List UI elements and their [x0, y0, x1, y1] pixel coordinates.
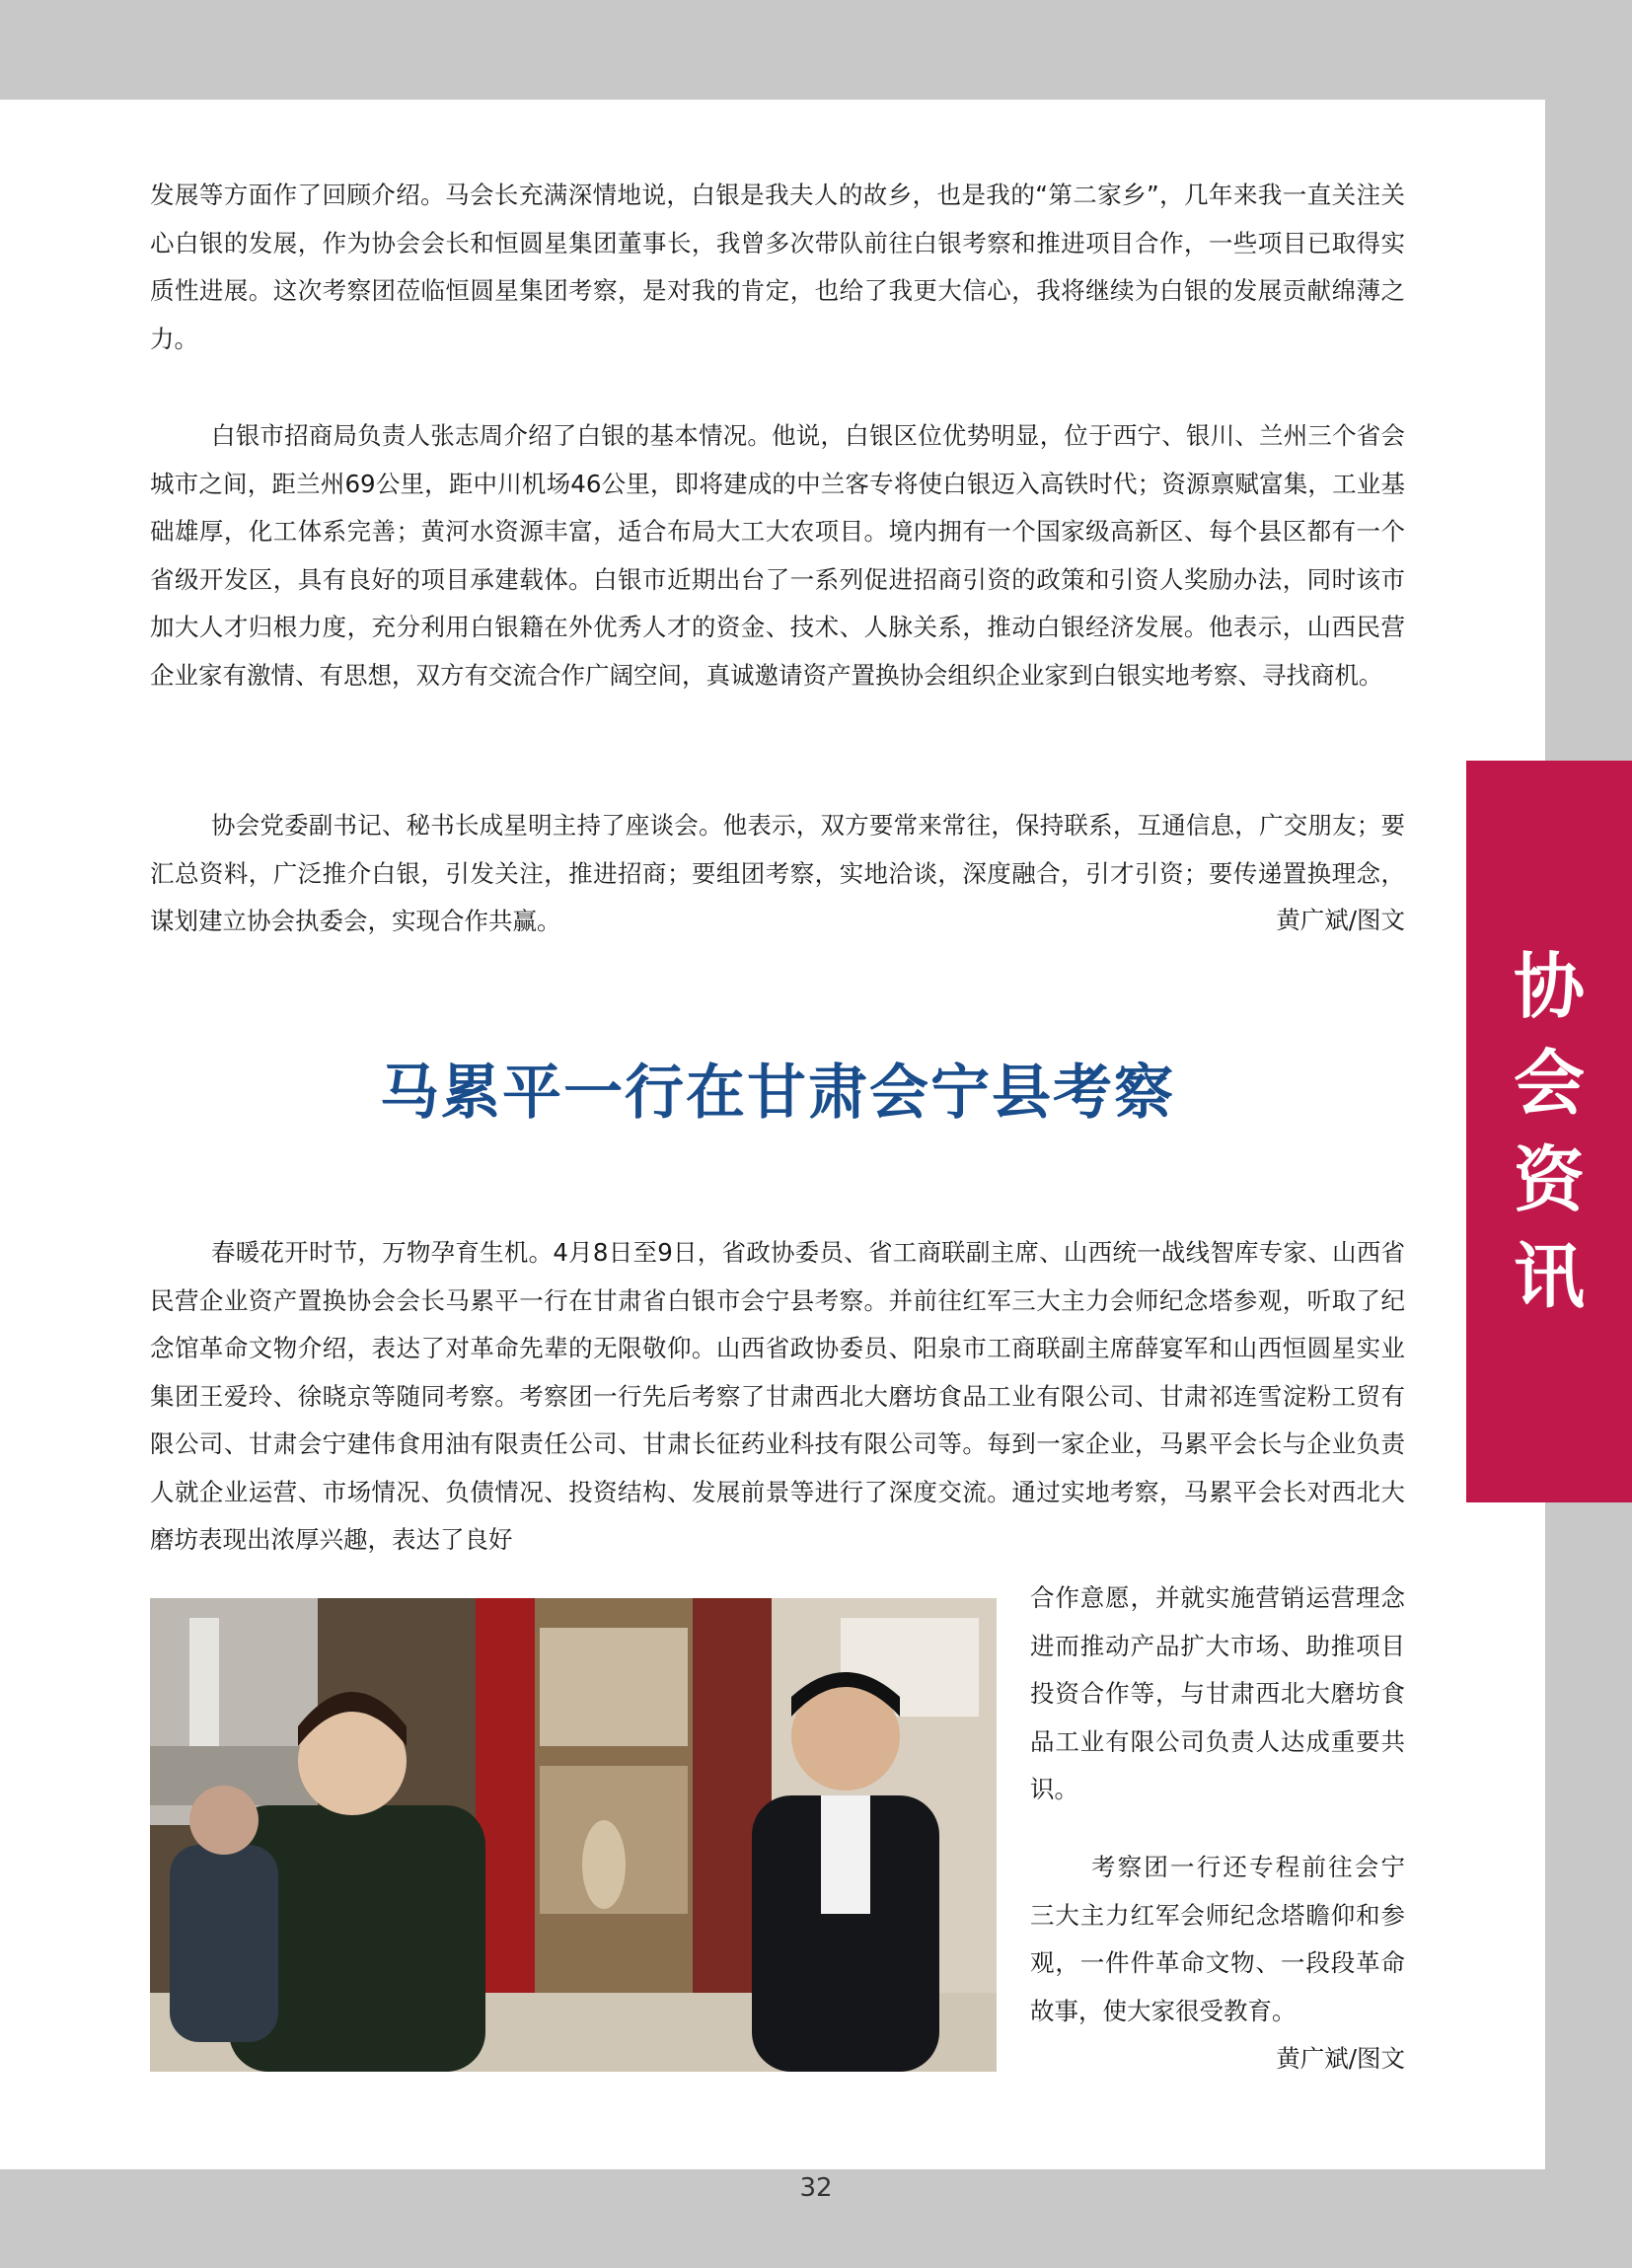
section-tab-char: 讯: [1513, 1235, 1585, 1318]
page-number: 32: [799, 2173, 833, 2203]
section-tab: [1466, 761, 1632, 1502]
article1-paragraph-3: 协会党委副书记、秘书长成星明主持了座谈会。他表示，双方要常来常往，保持联系，互通信息，广交朋友；要汇总资料，广泛推介白银，引发关注，推进招商；要组团考察，实地洽谈，深度融合，引才引资；要传递置换理念，谋划建立协会执委会，实现合作共赢。: [150, 811, 1405, 935]
article2-paragraph-1: 春暖花开时节，万物孕育生机。4月8日至9日，省政协委员、省工商联副主席、山西统一战线智库专家、山西省民营企业资产置换协会会长马累平一行在甘肃省白银市会宁县考察。并前往红军三大主力会师纪念塔参观，听取了纪念馆革命文物介绍，表达了对革命先辈的无限敬仰。山西省政协委员、阳泉市工商联副主席薛宴军和山西恒圆星实业集团王爱玲、徐晓京等随同考察。考察团一行先后考察了甘肃西北大磨坊食品工业有限公司、甘肃祁连雪淀粉工贸有限公司、甘肃会宁建伟食用油有限责任公司、甘肃长征药业科技有限公司等。每到一家企业，马累平会长与企业负责人就企业运营、市场情况、负债情况、投资结构、发展前景等进行了深度交流。通过实地考察，马累平会长对西北大磨坊表现出浓厚兴趣，表达了良好: [150, 1238, 1405, 1554]
article-photo: [150, 1598, 997, 2072]
section-tab-char: 会: [1513, 1042, 1585, 1125]
article2-credit: 黄广斌/图文: [1276, 2044, 1405, 2073]
article2-headline: 马累平一行在甘肃会宁县考察: [380, 1059, 1175, 1128]
article2-paragraph-1-continued: 合作意愿，并就实施营销运营理念进而推动产品扩大市场、助推项目投资合作等，与甘肃西北大磨坊食品工业有限公司负责人达成重要共识。: [1030, 1583, 1405, 1803]
article2-paragraph-2: 考察团一行还专程前往会宁三大主力红军会师纪念塔瞻仰和参观，一件件革命文物、一段段革命故事，使大家很受教育。: [1030, 1853, 1405, 2025]
article1-paragraph-1: 发展等方面作了回顾介绍。马会长充满深情地说，白银是我夫人的故乡，也是我的“第二家乡”，几年来我一直关注关心白银的发展，作为协会会长和恒圆星集团董事长，我曾多次带队前往白银考察和推进项目合作，一些项目已取得实质性进展。这次考察团莅临恒圆星集团考察，是对我的肯定，也给了我更大信心，我将继续为白银的发展贡献绵薄之力。: [150, 181, 1405, 353]
museum-visit-photo: [150, 1598, 997, 2072]
article1-paragraph-2: 白银市招商局负责人张志周介绍了白银的基本情况。他说，白银区位优势明显，位于西宁、银川、兰州三个省会城市之间，距兰州69公里，距中川机场46公里，即将建成的中兰客专将使白银迈入高铁时代；资源禀赋富集，工业基础雄厚，化工体系完善；黄河水资源丰富，适合布局大工大农项目。境内拥有一个国家级高新区、每个县区都有一个省级开发区，具有良好的项目承建载体。白银市近期出台了一系列促进招商引资的政策和引资人奖励办法，同时该市加大人才归根力度，充分利用白银籍在外优秀人才的资金、技术、人脉关系，推动白银经济发展。他表示，山西民营企业家有激情、有思想，双方有交流合作广阔空间，真诚邀请资产置换协会组织企业家到白银实地考察、寻找商机。: [150, 421, 1405, 690]
section-tab-char: 资: [1513, 1138, 1585, 1221]
section-tab-char: 协: [1513, 945, 1585, 1028]
article1-credit: 黄广斌/图文: [1276, 906, 1405, 934]
